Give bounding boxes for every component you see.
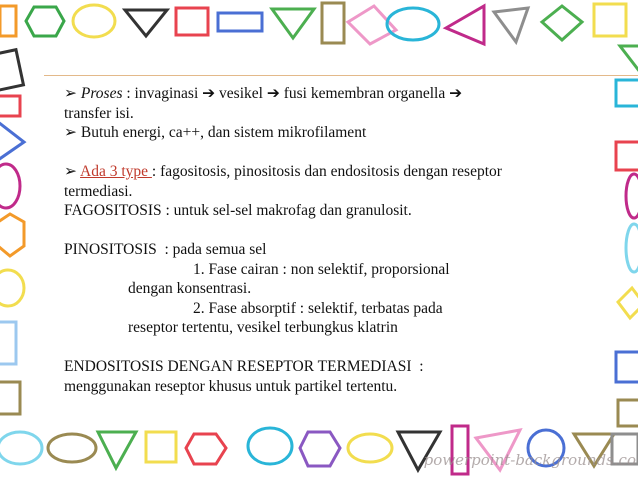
shape-triangle [125, 10, 167, 36]
slide-body [64, 84, 584, 396]
bullet-arrow-icon: ➢ [64, 163, 77, 180]
shape-square [146, 432, 176, 462]
shape-square [0, 50, 23, 91]
header-divider [44, 75, 638, 76]
fase-2-continuation: reseptor tertentu, vesikel terbungkus klatrin [128, 319, 398, 336]
bullet-arrow-icon: ➢ [64, 124, 77, 141]
fase-2-line: 2. Fase absorptif : selektif, terbatas pada [193, 299, 443, 317]
arrow-icon: ➔ [449, 85, 463, 102]
proses-label: Proses [80, 85, 123, 102]
shape-square [0, 6, 16, 36]
shape-circle [0, 270, 24, 306]
fase-1-line: 1. Fase cairan : non selektif, proporsional [193, 260, 450, 278]
bullet-arrow-icon: ➢ [64, 85, 77, 102]
shape-diamond [618, 288, 638, 318]
shape-square [594, 4, 626, 36]
fagositosis-line: FAGOSITOSIS : untuk sel-sel makrofag dan granulosit. [64, 202, 412, 219]
arrow-icon: ➔ [266, 85, 280, 102]
ada-continuation: termediasi. [64, 182, 133, 200]
shape-square [0, 322, 16, 364]
shape-triangle [620, 46, 638, 72]
shape-circle [248, 428, 292, 464]
shape-rectangle [218, 13, 262, 31]
endositosis-title: ENDOSITOSIS DENGAN RESEPTOR TERMEDIASI : [64, 358, 424, 375]
shape-hexagon [26, 7, 64, 36]
shape-oval [626, 224, 638, 272]
fase-1-continuation: dengan konsentrasi. [128, 280, 252, 297]
shape-triangle [446, 6, 484, 44]
shape-rectangle [0, 96, 20, 116]
watermark: powerpoint-backgrounds.co [423, 451, 636, 469]
proses-line: ➢ Proses : invaginasi ➔ vesikel ➔ fusi kemembran organella ➔ [64, 85, 463, 102]
energi-line: ➢ Butuh energi, ca++, dan sistem mikrofilament [64, 124, 367, 141]
shape-square [0, 382, 20, 414]
shape-hexagon [186, 434, 226, 464]
shape-oval [48, 434, 96, 462]
pinositosis-title: PINOSITOSIS : pada semua sel [64, 241, 267, 258]
shape-triangle [494, 8, 528, 42]
shape-rectangle [322, 3, 344, 43]
shape-oval [626, 174, 638, 218]
proses-continuation: transfer isi. [64, 104, 134, 122]
shape-square [618, 400, 638, 426]
shape-hexagon [300, 432, 340, 466]
shape-triangle [0, 122, 24, 160]
shape-triangle [98, 432, 136, 468]
shape-diamond [348, 6, 396, 44]
arrow-icon: ➔ [202, 85, 216, 102]
shape-square [616, 352, 638, 382]
shape-triangle [272, 9, 314, 38]
ada-line: ➢ Ada 3 type : fagositosis, pinositosis dan endositosis dengan reseptor [64, 163, 502, 180]
shape-square [176, 8, 208, 35]
shape-oval [387, 8, 439, 40]
shape-hexagon [0, 214, 24, 256]
shape-circle [73, 5, 115, 37]
ada-3-type-link[interactable]: Ada 3 type [80, 163, 152, 180]
endositosis-text: menggunakan reseptor khusus untuk partikel tertentu. [64, 377, 398, 395]
shape-oval [348, 434, 392, 462]
shape-diamond [542, 6, 582, 40]
shape-rectangle [616, 80, 638, 106]
shape-square [616, 142, 638, 170]
shape-oval [0, 164, 20, 208]
shape-oval [0, 432, 42, 464]
